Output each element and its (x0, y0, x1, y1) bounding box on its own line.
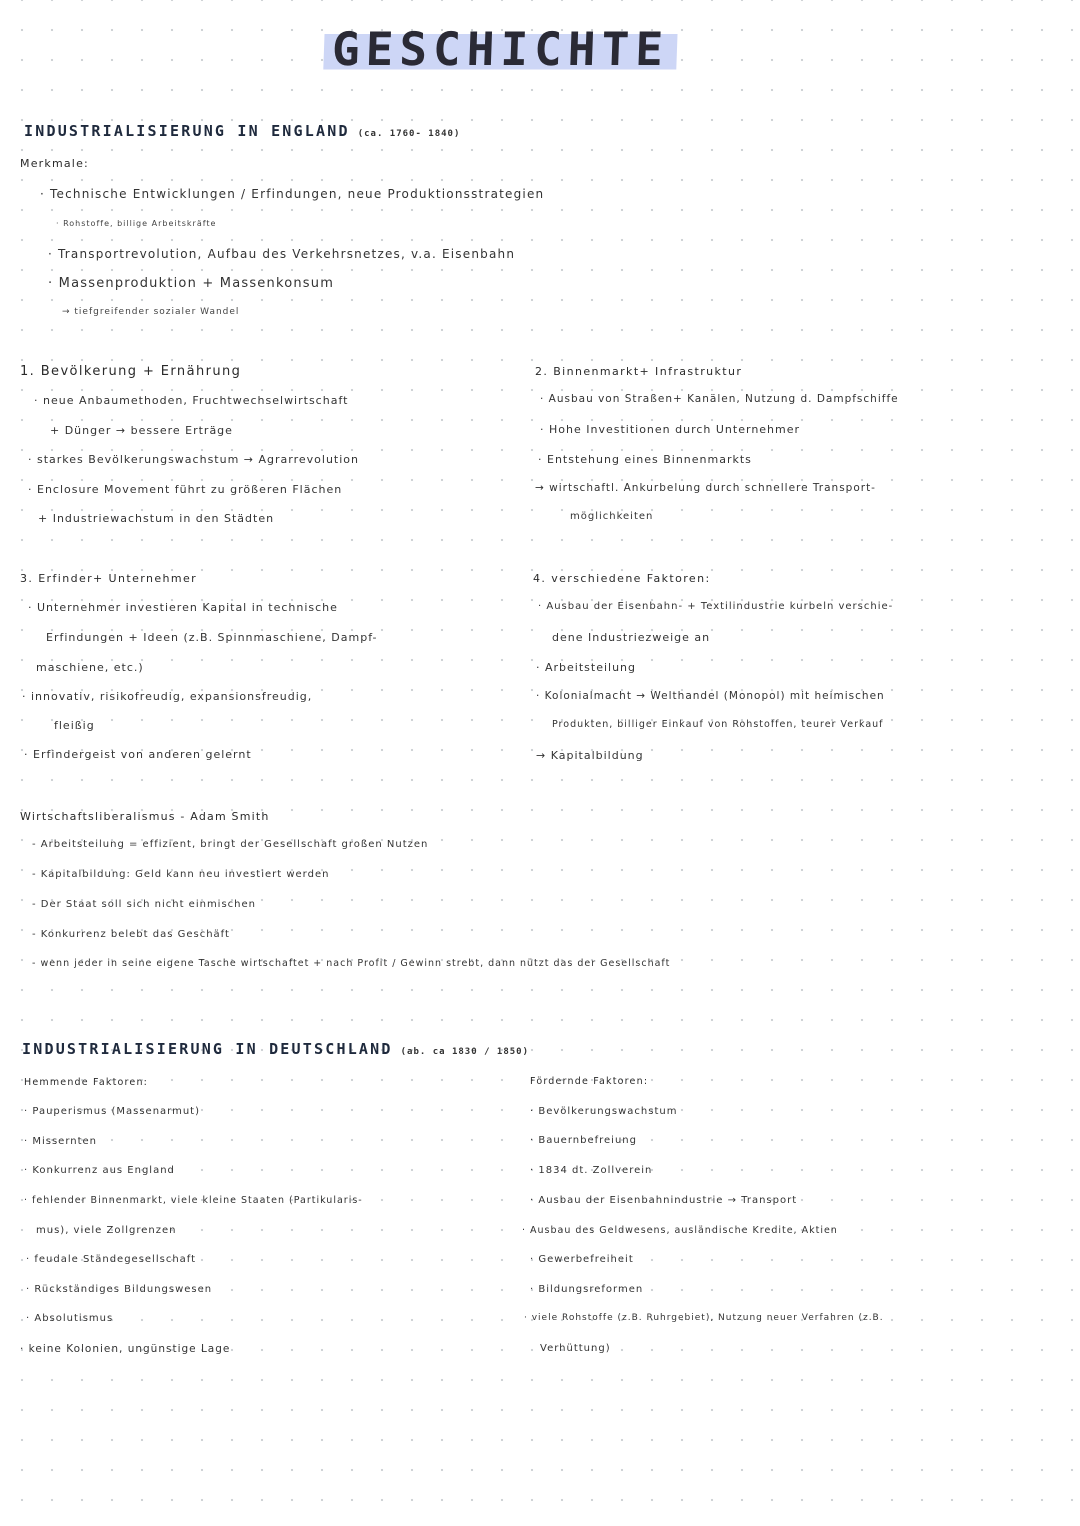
liberalismus-line: - Der Staat soll sich nicht einmischen (32, 899, 256, 910)
section-line: · Kolonialmacht → Welthandel (Monopol) mit heimischen (536, 690, 885, 702)
merkmal-item: · Transportrevolution, Aufbau des Verkehrsnetzes, v.a. Eisenbahn (48, 247, 516, 261)
merkmal-item: → tiefgreifender sozialer Wandel (62, 307, 240, 317)
section-title: 4. verschiedene Faktoren: (533, 572, 711, 585)
foerdernd-item: · 1834 dt. Zollverein (530, 1165, 653, 1176)
hemmend-item: · Konkurrenz aus England (24, 1165, 175, 1176)
section-heading-deutschland (22, 1040, 529, 1058)
foerdernd-item: · Bauernbefreiung (530, 1135, 637, 1146)
foerdernd-item: · Gewerbefreiheit (530, 1254, 634, 1265)
section-line: möglichkeiten (570, 511, 654, 522)
page-title-wrap (0, 22, 1000, 76)
section-line: · Hohe Investitionen durch Unternehmer (540, 423, 801, 436)
section-line: · Arbeitsteilung (536, 661, 637, 674)
section-line: maschiene, etc.) (36, 661, 144, 674)
heading-date: (ab. ca 1830 / 1850) (400, 1047, 529, 1057)
foerdernd-item: · Ausbau des Geldwesens, ausländische Kredite, Aktien (522, 1225, 838, 1236)
section-line: · neue Anbaumethoden, Fruchtwechselwirtschaft (34, 394, 349, 407)
liberalismus-line: - wenn jeder in seine eigene Tasche wirtschaftet + nach Profit / Gewinn strebt, dann nützt das der Gesellschaft (32, 958, 671, 969)
hemmend-item: mus), viele Zollgrenzen (36, 1225, 177, 1236)
liberalismus-title: Wirtschaftsliberalismus - Adam Smith (20, 810, 270, 823)
foerdernd-label: Fördernde Faktoren: (530, 1076, 649, 1087)
section-heading-england (24, 122, 460, 140)
foerdernd-item: · Bevölkerungswachstum (530, 1106, 678, 1117)
foerdernd-item: · Ausbau der Eisenbahnindustrie → Transport (530, 1195, 798, 1206)
foerdernd-item: Verhüttung) (540, 1343, 611, 1354)
liberalismus-line: - Kapitalbildung: Geld kann neu investiert werden (32, 869, 330, 880)
merkmal-item: · Rohstoffe, billige Arbeitskräfte (56, 219, 217, 228)
section-line: dene Industriezweige an (552, 631, 711, 644)
section-title: 3. Erfinder+ Unternehmer (20, 572, 198, 585)
section-line: Produkten, billiger Einkauf von Rohstoffen, teurer Verkauf (552, 719, 884, 730)
section-line: · Erfindergeist von anderen gelernt (24, 748, 252, 761)
merkmale-label: Merkmale: (20, 157, 89, 170)
heading-text: INDUSTRIALISIERUNG IN DEUTSCHLAND (22, 1040, 393, 1058)
hemmend-item: · Pauperismus (Massenarmut) (24, 1106, 201, 1117)
hemmend-item: · fehlender Binnenmarkt, viele kleine Staaten (Partikularis- (24, 1195, 363, 1206)
section-line: · innovativ, risikofreudig, expansionsfreudig, (22, 690, 313, 703)
section-line: + Industriewachstum in den Städten (38, 512, 275, 525)
section-line: · Ausbau der Eisenbahn- + Textilindustrie kurbeln verschie- (538, 601, 894, 612)
section-title: 1. Bevölkerung + Ernährung (20, 364, 242, 379)
hemmend-item: · Absolutismus (26, 1313, 114, 1324)
section-line: → wirtschaftl. Ankurbelung durch schnellere Transport- (535, 482, 876, 494)
merkmal-item: · Technische Entwicklungen / Erfindungen, neue Produktionsstrategien (40, 187, 545, 201)
hemmend-item: · Missernten (24, 1136, 98, 1147)
section-line: · Unternehmer investieren Kapital in technische (28, 601, 338, 614)
section-line: · starkes Bevölkerungswachstum → Agrarrevolution (28, 453, 359, 466)
foerdernd-item: · viele Rohstoffe (z.B. Ruhrgebiet), Nutzung neuer Verfahren (z.B. (524, 1313, 884, 1323)
foerdernd-item: · Bildungsreformen (530, 1284, 644, 1295)
section-title: 2. Binnenmarkt+ Infrastruktur (535, 365, 743, 378)
hemmend-item: · Rückständiges Bildungswesen (26, 1284, 213, 1295)
hemmend-item: · feudale Ständegesellschaft (26, 1254, 197, 1265)
hemmend-label: Hemmende Faktoren: (24, 1077, 149, 1088)
liberalismus-line: - Konkurrenz belebt das Geschäft (32, 929, 230, 940)
section-line: + Dünger → bessere Erträge (50, 424, 233, 437)
section-line: Erfindungen + Ideen (z.B. Spinnmaschiene, Dampf- (46, 631, 378, 644)
merkmal-item: · Massenproduktion + Massenkonsum (48, 276, 335, 291)
section-line: fleißig (54, 719, 95, 732)
heading-date: (ca. 1760- 1840) (357, 129, 461, 139)
heading-text: INDUSTRIALISIERUNG IN ENGLAND (24, 122, 350, 140)
section-line: · Enclosure Movement führt zu größeren Flächen (28, 483, 343, 496)
liberalismus-line: - Arbeitsteilung = effizient, bringt der Gesellschaft großen Nutzen (32, 839, 429, 850)
section-line: · Entstehung eines Binnenmarkts (538, 453, 752, 466)
page-title: GESCHICHTE (323, 22, 678, 76)
hemmend-item: · keine Kolonien, ungünstige Lage (20, 1343, 231, 1355)
section-line: → Kapitalbildung (536, 749, 644, 762)
section-line: · Ausbau von Straßen+ Kanälen, Nutzung d. Dampfschiffe (540, 393, 899, 405)
